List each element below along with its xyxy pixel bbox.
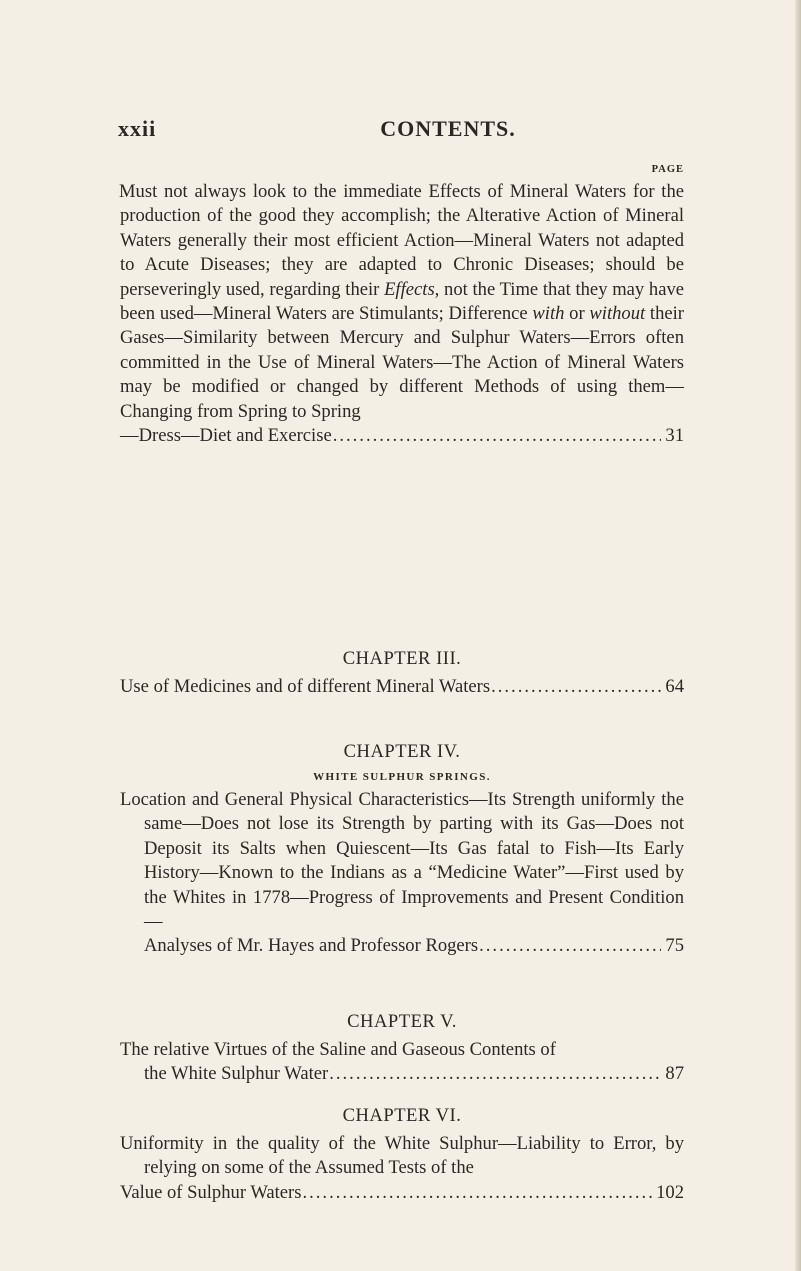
dot-leader [333, 424, 662, 448]
chapter-heading: CHAPTER V. [347, 1011, 457, 1032]
entry-text-part: their Gases—Similarity between Mercury and Sulphur Waters—Errors often committed in the Use of Mineral Waters—The Action of Mineral Waters may be modified or changed by different Methods of using them—Changing from Spring to Spring [120, 303, 684, 422]
entry-text-part: or [569, 303, 585, 325]
entry-page-number: 75 [665, 935, 684, 957]
entry-text-part: Must not always look to the immediate Effects of Mineral Waters for the production of the good they accomplish; the Alterative Action of Mineral Waters generally their most efficient Action—Mineral Waters not adapted to Acute Diseases; they are adapted to Chronic Diseases; should be perseveringly used, regarding their [119, 181, 684, 300]
entry-page-number: 64 [665, 676, 684, 697]
dot-leader [491, 675, 661, 699]
toc-entry-text [120, 180, 684, 424]
chapter-heading: CHAPTER III. [342, 648, 462, 669]
entry-italic: without [589, 303, 646, 325]
entry-text-part: not the Time that they may have been used—Mineral Waters are Stimulants; Difference [120, 278, 685, 325]
entry-last-line: Value of Sulphur Waters [120, 1181, 302, 1203]
toc-entry-text: The relative Virtues of the Saline and Gaseous Contents of [120, 1039, 556, 1060]
dot-leader [302, 1181, 652, 1205]
entry-last-line: the White Sulphur Water [144, 1063, 329, 1085]
chapter-heading: CHAPTER VI. [342, 1105, 462, 1126]
toc-leader-line [120, 675, 684, 699]
toc-leader-line [120, 1181, 684, 1205]
toc-entry-text: Location and General Physical Characteristics—Its Strength uniformly the same—Does not lose its Strength by parting with its Gas—Does not Deposit its Salts when Quiescent—Its Gas fatal to Fish—Its Early History—Known to the Indians as a “Medicine Water”—First used by the Whites in 1778—Progress of Improvements and Present Condition— [120, 789, 684, 933]
page-column-label: PAGE [651, 164, 684, 175]
dot-leader [329, 1062, 661, 1086]
toc-leader-line [120, 424, 684, 448]
chapter-heading: CHAPTER IV. [343, 741, 461, 762]
toc-entry-chapter-3 [120, 675, 684, 699]
entry-italic: with [532, 303, 565, 325]
entry-page-number: 31 [665, 425, 684, 447]
toc-leader-line [120, 1062, 684, 1086]
toc-entry-text: Uniformity in the quality of the White Sulphur—Liability to Error, by relying on some of the Assumed Tests of the [120, 1133, 684, 1179]
entry-last-line: Use of Medicines and of different Mineral Waters [120, 676, 491, 697]
running-title: CONTENTS. [380, 116, 516, 141]
toc-entry-chapter-6 [120, 1132, 684, 1205]
entry-last-line: —Dress—Diet and Exercise [120, 425, 332, 447]
chapter-subheading: WHITE SULPHUR SPRINGS. [313, 771, 491, 783]
entry-page-number: 102 [656, 1181, 684, 1203]
toc-entry-chapter-5 [120, 1038, 684, 1087]
dot-leader [479, 934, 661, 958]
page-edge [795, 0, 801, 1271]
page-number: xxii [118, 116, 157, 141]
entry-last-line: Analyses of Mr. Hayes and Professor Rogers [144, 935, 479, 957]
toc-entry-chapter-4 [120, 788, 684, 959]
toc-leader-line [120, 934, 684, 958]
entry-italic: Effects, [384, 278, 440, 300]
entry-page-number: 87 [665, 1063, 684, 1085]
toc-entry-chapter-2 [120, 180, 684, 448]
